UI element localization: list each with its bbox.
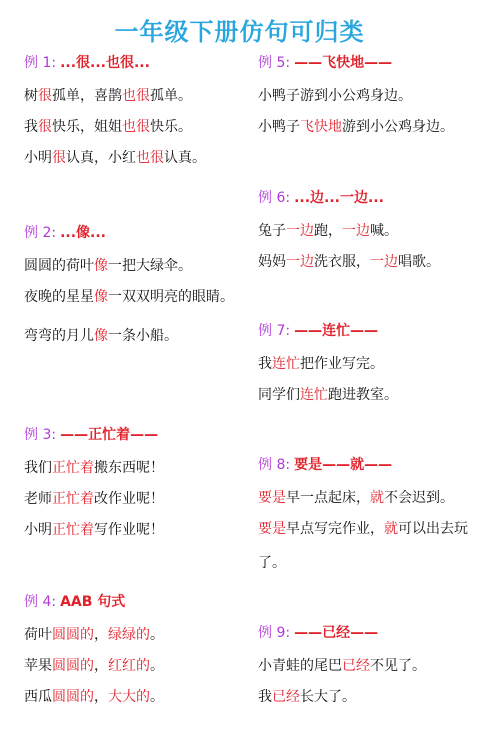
example-2 bbox=[24, 222, 244, 345]
page-title: 一年级下册仿句可归类 bbox=[114, 18, 365, 46]
sentence: 夜晚的星星像一双双明亮的眼睛。 bbox=[24, 289, 234, 305]
example-1-label: 例 1: bbox=[24, 55, 57, 71]
example-3-heading bbox=[24, 424, 244, 446]
sentence: 我已经长大了。 bbox=[258, 689, 356, 705]
example-4-heading bbox=[24, 591, 244, 613]
example-8-pattern: 要是——就—— bbox=[294, 457, 393, 473]
sentence: 弯弯的月儿像一条小船。 bbox=[24, 328, 178, 344]
example-5-label: 例 5: bbox=[258, 55, 291, 71]
sentence: 小明很认真，小红也很认真。 bbox=[24, 150, 206, 166]
example-1-pattern: ...很...也很... bbox=[60, 55, 150, 71]
example-4-pattern: AAB 句式 bbox=[60, 594, 126, 610]
example-9-pattern: ——已经—— bbox=[294, 625, 379, 641]
example-7 bbox=[258, 320, 473, 404]
example-1-heading bbox=[24, 52, 244, 74]
example-2-label: 例 2: bbox=[24, 225, 57, 241]
example-7-label: 例 7: bbox=[258, 323, 291, 339]
example-9-label: 例 9: bbox=[258, 625, 291, 641]
example-6-heading bbox=[258, 187, 473, 209]
example-3 bbox=[24, 424, 244, 539]
example-6 bbox=[258, 187, 473, 271]
example-8-label: 例 8: bbox=[258, 457, 291, 473]
example-7-pattern: ——连忙—— bbox=[294, 323, 379, 339]
sentence: 西瓜圆圆的，大大的。 bbox=[24, 689, 164, 705]
sentence: 妈妈一边洗衣服，一边唱歌。 bbox=[258, 254, 440, 270]
example-1 bbox=[24, 52, 244, 167]
sentence: 荷叶圆圆的，绿绿的。 bbox=[24, 627, 164, 643]
sentence: 小青蛙的尾巴已经不见了。 bbox=[258, 658, 426, 674]
sentence: 树很孤单，喜鹊也很孤单。 bbox=[24, 88, 192, 104]
example-5-heading bbox=[258, 52, 473, 74]
sentence: 要是早点写完作业，就可以出去玩了。 bbox=[258, 521, 468, 571]
sentence: 我连忙把作业写完。 bbox=[258, 356, 384, 372]
sentence: 苹果圆圆的，红红的。 bbox=[24, 658, 164, 674]
sentence: 同学们连忙跑进教室。 bbox=[258, 387, 398, 403]
example-6-pattern: ...边...一边... bbox=[294, 190, 384, 206]
example-5 bbox=[258, 52, 473, 136]
sentence: 小鸭子飞快地游到小公鸡身边。 bbox=[258, 119, 454, 135]
example-8-heading bbox=[258, 454, 473, 476]
example-8 bbox=[258, 454, 473, 580]
sentence: 要是早一点起床，就不会迟到。 bbox=[258, 490, 454, 506]
sentence: 我们正忙着搬东西呢！ bbox=[24, 460, 164, 476]
example-7-heading bbox=[258, 320, 473, 342]
sentence: 圆圆的荷叶像一把大绿伞。 bbox=[24, 258, 192, 274]
example-9-heading bbox=[258, 622, 473, 644]
example-2-heading bbox=[24, 222, 244, 244]
example-5-pattern: ——飞快地—— bbox=[294, 55, 393, 71]
sentence: 老师正忙着改作业呢！ bbox=[24, 491, 164, 507]
sentence: 小鸭子游到小公鸡身边。 bbox=[258, 88, 412, 104]
example-6-label: 例 6: bbox=[258, 190, 291, 206]
example-9 bbox=[258, 622, 473, 706]
sentence: 小明正忙着写作业呢！ bbox=[24, 522, 164, 538]
sentence: 兔子一边跑，一边喊。 bbox=[258, 223, 398, 239]
example-4 bbox=[24, 591, 244, 706]
example-3-label: 例 3: bbox=[24, 427, 57, 443]
example-3-pattern: ——正忙着—— bbox=[60, 427, 159, 443]
sentence: 我很快乐，姐姐也很快乐。 bbox=[24, 119, 192, 135]
example-4-label: 例 4: bbox=[24, 594, 57, 610]
example-2-pattern: ...像... bbox=[60, 225, 106, 241]
